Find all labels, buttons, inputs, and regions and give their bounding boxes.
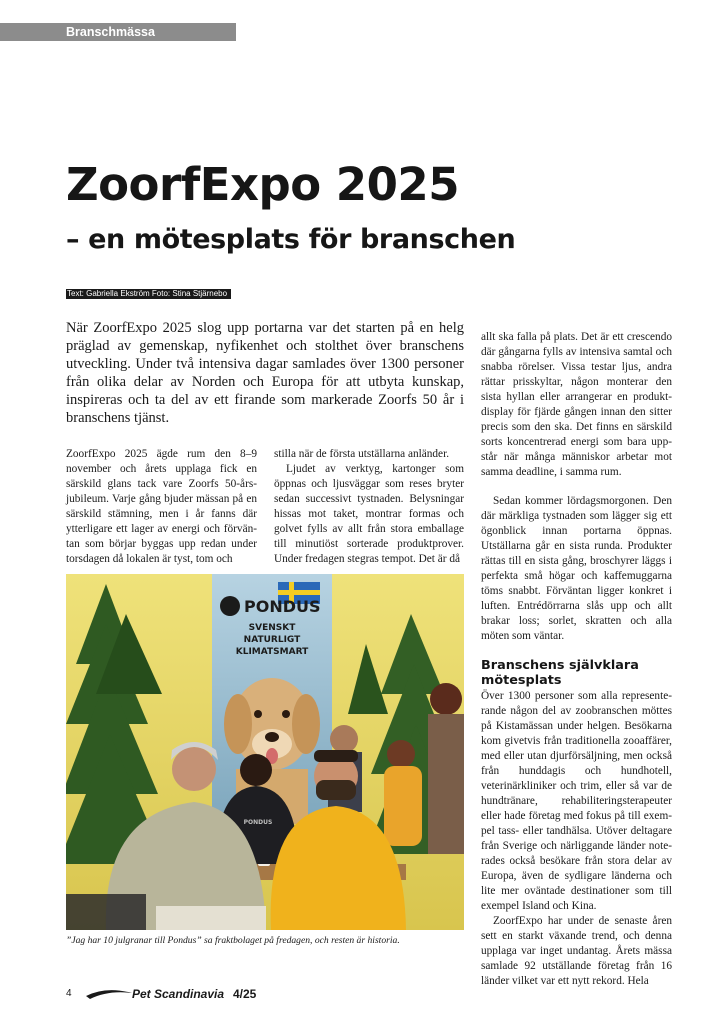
body-column-2 (274, 447, 464, 567)
expo-booth-photo (66, 574, 464, 930)
shirt-logo-text: PONDUS (243, 819, 273, 826)
byline-credit: Text: Gabriella Ekström Foto: Stina Stjärnebo (66, 289, 231, 299)
issue-number: 4/25 (233, 987, 257, 1001)
article-photo (66, 574, 464, 930)
banner-brand-text: PONDUS (244, 597, 321, 616)
article-subtitle: – en mötesplats för branschen (66, 224, 516, 255)
body-column-3 (481, 330, 672, 989)
body-paragraph: stilla när de första utställarna anländer. (274, 448, 450, 460)
magazine-brand: Pet Scandinavia (132, 987, 225, 1001)
foreground-table (156, 906, 266, 930)
body-column-1 (66, 447, 257, 567)
page-number: 4 (66, 988, 72, 999)
banner-tagline-1: SVENSKT (248, 623, 296, 633)
swoosh-logo-icon (86, 987, 132, 1001)
photo-caption: ”Jag har 10 julgranar till Pondus” sa fraktbolaget på fredagen, och resten är historia. (66, 935, 400, 946)
body-paragraph: allt ska falla på plats. Det är ett crescendo där gångarna fylls av intensiva samtal och snabba rörelser. Vissa testar ljus, andra rättar prisskyltar, någon monterar den sista hyllan eller arrangerar en produktdisplay för fjärde gången innan den sitter precis som den ska. Det finns en särskild sorts koncentrerad energi som bara uppstår när många människor arbetar mot samma deadline, i samma rum. (481, 331, 672, 478)
pondus-banner (212, 574, 332, 824)
body-paragraph: Över 1300 personer som alla representerande någon del av zoobranschen möttes på Kistamässan under helgen. Besökarna kom givetvis från traditionella zooaffärer, med eller utan djurförsäljning, men också från hunddagis och hundhotell, veterinärkliniker och trim, eller så var de hundtränare, rehabiliteringsterapeuter eller hade företag med fokus på till exempel tass- eller tandhälsa. Utöver deltagare från Sverige och närliggande länder noterades också besökare från stora delar av Europa, även de sydligare länderna och lite mer oväntade destinationer som till exempel Island och Kina. (481, 690, 672, 912)
banner-tagline-3: KLIMATSMART (235, 647, 309, 657)
section-tag: Branschmässa (0, 23, 236, 41)
foreground-shadow (66, 894, 146, 930)
body-paragraph: ZoorfExpo har under de senaste åren sett en starkt växande trend, och denna upplaga var inget undantag. Årets mässa samlade 92 utställande företag från 16 länder vilket var ett nytt rekord. Hela (481, 915, 672, 987)
banner-tagline-2: NATURLIGT (243, 635, 301, 645)
body-paragraph: Sedan kommer lördagsmorgonen. Den där märkliga tystnaden som lägger sig ett ögonblick innan portarna öppnas. Utställarna går en sista runda. Produkter rättas till en sista gång, broschyrer läggs i perfekta små högar och kaffemuggarna töms snabbt. Förväntan ligger konkret i luften. Entrédörrarna slås upp och allt brakar loss; sorlet, skratten och alla möten som väntar. (481, 495, 672, 642)
article-title: ZoorfExpo 2025 (66, 158, 460, 211)
section-subheading: Branschens självklara mötesplats (481, 658, 639, 688)
body-paragraph: ZoorfExpo 2025 ägde rum den 8–9 november och årets upplaga fick en särskild glans tack vare Zoorfs 50-årsjubileum. Varje gång bjuder mässan på en särskild stämning, men i år fanns där ytterligare ett lager av energi och förväntan som börjar byggas upp redan under torsdagen då lokalen är tyst, tom och (66, 448, 257, 565)
lead-paragraph: När ZoorfExpo 2025 slog upp portarna var det starten på en helg präglad av gemenskap, nyfikenhet och stolthet över branschens utveckling. Under två intensiva dagar samlades över 1300 personer från olika delar av Norden och Europa för att utbyta kunskap, inspireras och ta del av ett firande som markerade Zoorfs 50 år i branschens tjänst. (66, 320, 464, 426)
body-paragraph: Ljudet av verktyg, kartonger som öppnas och ljusväggar som reses bryter sedan successivt tystnaden. Belysningar hissas mot taket, montrar formas och golvet fylls av allt från stora emballage till minutiöst sorterade produktprover. Under fredagen stegras tempot. Det är då (274, 463, 464, 565)
